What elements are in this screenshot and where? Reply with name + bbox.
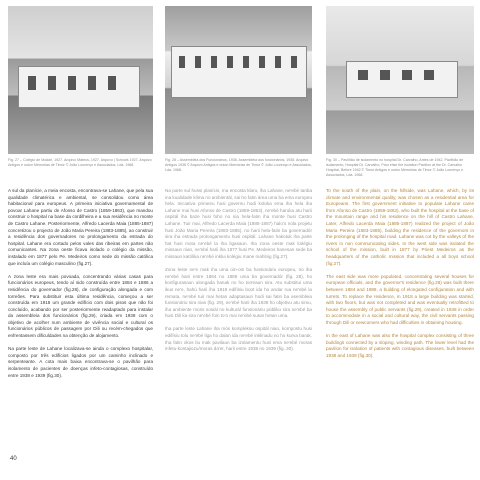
paragraph: Na parte sul hussi planícis, ma encosta klaru, iha Lahane, ne'ebé tanba ina kualidade klima no ambientál, sai ho fatin área uma ba ema europeu hela. Iniciativa primeiru husi governu hodi koloka ema iha hela iha Lahane mai husi Afonso de Castro (1859-1863), ne'ebé haruka atu harii ospitál iha baze husi foho no nia hela-fatin iha monte husi Castro Lahane. Tuir mai, Alfredo Lacerda Maia (1885-1887) halo'o nola projetu husi João Maria Pereira (1883-1885), no harii hela-fatin ba governadór sira iha estrada prolongamentu husi ospitál. Lahane hakotuk iha parte hat husi mota ne'ebé la iha ligasaun. Iha zona oeste mak kolégiu missaun nian, ne'ebé harii iha 1877 husi Pe. Medeiros hanesan sede ba missaun katólika ne'ebé inklui kolégiu mane mahlnig (fig.27). [165,188,312,259]
paragraph: Iha parte leste Lahane iha mós kompleksu ospitál nian, kompostu husi edifísiu tolu ne'ebé liga ho dalan ida ne'ebé inklinadu no ho kurva barak. Iha fatin okos liu mak pavilaun ba izolamentu husi ema ne'ebé moras infetu-kontajiozu/moras da'et, harii entre 1938 no 1939 (fig. 30). [165,326,312,352]
caption-fig-27: Fig. 27 – Colégio de Moâdé, 1927. Arquivo Mateus, 1927. Arquivo | Schools 1927. Arquivo Antigos e outon Memórias de Timor © João Lourenço e Associados, Lda. 1968. [8,158,152,167]
photo-school-moade [8,6,153,154]
caption-fig-30: Fig. 30 – Pavilhão de isolamento no hospital Dr. Carvalho, Antes de 1942. Pavilhão de isolamento, Hospital Dr. Carvalho, Prior elise the isolation Pavilion at the Dr. Carvalho Hospital, Before 1942 © Timor Antigos e outon Memórias de Timor © João Lourenço e Associados, Lda. 1968. [326,158,464,177]
paragraph: The east side was more populated, concentrating several houses for european officials, and the governor's residence (fig.28) was built there between 1884 and 1886, a building of elongated configuration and with turrets. To replace the residence, in 1918 a large building was started, with two floors, but was not completed and was eventually retrofitted to house the assembly of public servants (fig.29), created in 1938 in order to accommodate in a social and cultural way, the civil servants passing through Dili or newcomers who had difficulties in obtaining housing. [326,273,474,325]
paragraph: Na parte leste de Lahane localizava-se ainda o complexo hospitalar, composto por três edifícios ligados por um caminho inclinado e serpenteante. A cota mais baixa encontrava-se o pavilhão para isolamento de pacientes de doenças infeto-contagiosas, construído entre 1938 e 1939 (fig.30). [8,346,153,378]
paragraph: A zona leste era mais povoada, concentrando várias casas para funcionários europeus, tendo aí sido construída entre 1884 e 1886 a residência do governador (fig.28), de configuração alongada e com torreões. Para substituir esta última residência, começou a ser construída em 1918 um grande edifício com dois pisos que não foi concluído, acabando por ser posteriormente readaptado para instalar da assembleia dos funcionários (fig.29), criada em 1938 com o objetivo de acolher num ambiente de vivência social e cultural os funcionários públicos de passagem por Dili ou recém-chegados que enfrentassem dificuldades na obtenção de alojamento. [8,273,153,339]
english-column [326,188,474,366]
caption-fig-28: Fig. 28 – Assembleia dos Funcionários, 1936. Assembleia dos funcionários, 1936. Arquivo Antigos 1936 © Arquivo Antigos e outon Memórias de Timor © João Lourenço e Associados, Lda. 1968. [165,158,312,172]
tetum-column [165,188,312,359]
page-number: 40 [10,456,17,462]
portuguese-column [8,188,153,386]
paragraph: In the east of Lahane was also the hospital complex consisting of three buildings connected by a sloping, winding path. The lower level had the pavilion for isolation of patients with contagious diseases, built between 1938 and 1939 (fig.30). [326,333,474,358]
paragraph: Zona leste ne'e mak iha uma oin-oin ba funsionáriu europeu, no iha ne'ebé harii entre 1884 no 1886 uma ba governadór (fig. 28), ho konfigurasaun alongada hanak no ho torreaun sira. Atu substitui uma ikus ne'e, hahú harii iha 1918 edifísiu boot ida ho andar rua ne'ebé la remata, ne'ebé tuir mai hetan adaptasaun hodi sai fatin ba asembleia funsionáriu sira nian (fig. 29), ne'ebé harii iha 1938 ho objetivu atu simu, iha ambiente moris sosiál no kulturál funsionáriu públiku sira ne'ebé ba husi Dili ka sira ne'ebé foin to'o mai ne'ebé susar hetan uma. [165,267,312,319]
photo-isolation-pavilion [326,6,474,154]
paragraph: To the south of the plain, on the hillside, was Lahane, which, by its climate and environmental quality, was chosen as a residential area for Europeans. The first government initiative to populate Lahane came from Afonso de Castro (1859-1863), who built the hospital at the base of the mountain range and his residence on the hill of Castro Lahane. Later, Alfredo Lacerda Maia (1885-1887) realized the project of João Maria Pereira (1883-1885), building the residence of the governors in the prolonging of the hospital road. Lahane was cut by the valleys of the rivers in non communicating sides. In the west side was isolated the school of the mission, built in 1877 by Priest Medeiros as the headquarters of the catholic mission that included a all boys school (fig.27). [326,188,474,266]
paragraph: A sul da planície, a meia encosta, encontrava-se Lahane, que pela sua qualidade climatérica e ambiental, se consolidou como área habitacional para europeus. A primeira iniciativa governamental de povoar Lahane partiu de Afonso de Castro (1859-1863), que mandou construir o hospital na base da cordilheira e a sua residência no monte de Castro Lahane. Posteriormente, Alfredo Lacerda Maia (1885-1887) concretizou o projecto de João Maria Pereira (1883-1885), ao construir a residência dos governadores no prolongamento da estrada do hospital. Lahane era cortado pelos vales das ribeiras em partes não comunicantes. Na zona oeste ficava isolado o colégio da missão, instalado em 1877 pelo Pe. Medeiros como sede do missão católica que incluía um colégio masculino (fig.27). [8,188,153,266]
photo-assembly-building [165,6,312,154]
